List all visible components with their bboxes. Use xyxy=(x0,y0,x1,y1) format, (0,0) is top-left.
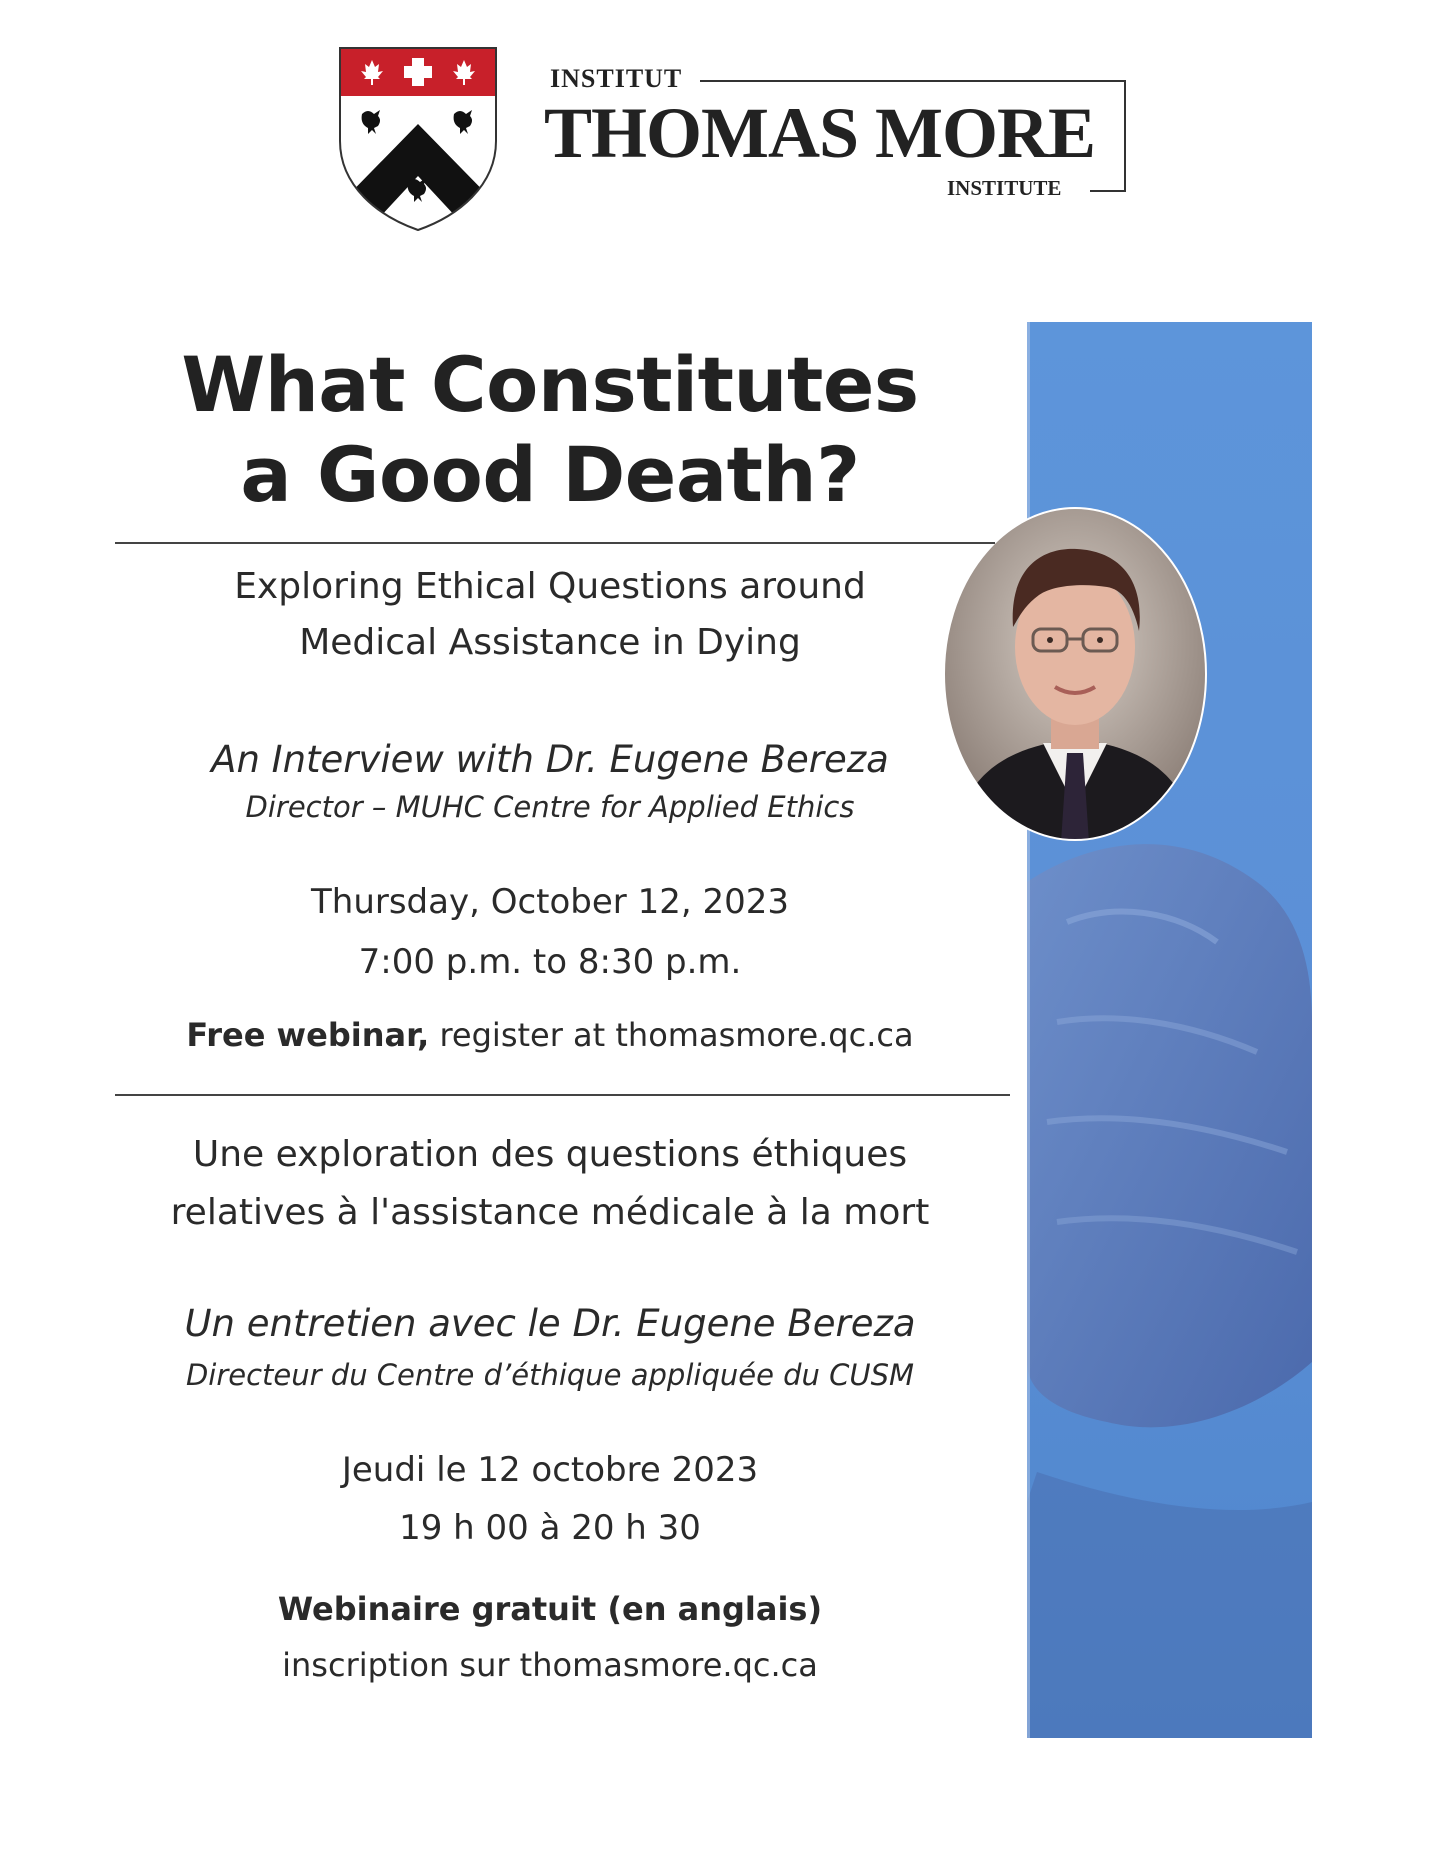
logo-frame-line xyxy=(1124,80,1126,191)
french-registration-bold-text: Webinaire gratuit (en anglais) xyxy=(277,1590,823,1628)
event-title-line2: a Good Death? xyxy=(240,430,860,519)
logo-top-line: INSTITUT xyxy=(550,64,683,93)
english-registration-link-text[interactable]: register at thomasmore.qc.ca xyxy=(429,1016,914,1054)
divider xyxy=(115,542,995,544)
english-registration xyxy=(100,1016,1000,1054)
english-speaker-role: Director – MUHC Centre for Applied Ethics xyxy=(245,790,855,824)
english-date: Thursday, October 12, 2023 xyxy=(311,882,789,922)
french-subtitle-line2: relatives à l'assistance médicale à la mort xyxy=(170,1192,930,1233)
logo-name: THOMAS MORE xyxy=(544,93,1096,173)
french-registration-bold xyxy=(100,1590,1000,1628)
french-registration-text[interactable]: inscription sur thomasmore.qc.ca xyxy=(282,1646,818,1684)
french-subtitle-line1: Une exploration des questions éthiques xyxy=(192,1134,908,1175)
french-interview: Un entretien avec le Dr. Eugene Bereza xyxy=(184,1302,916,1345)
logo-frame-line xyxy=(1090,190,1126,192)
logo-frame-line xyxy=(700,80,1126,82)
divider xyxy=(115,1094,1010,1096)
english-subtitle-line2: Medical Assistance in Dying xyxy=(299,622,801,663)
french-speaker-role: Directeur du Centre d’éthique appliquée du CUSM xyxy=(185,1358,915,1392)
english-time: 7:00 p.m. to 8:30 p.m. xyxy=(358,942,742,982)
english-registration-bold: Free webinar, xyxy=(186,1016,430,1054)
french-time: 19 h 00 à 20 h 30 xyxy=(399,1508,701,1548)
institute-shield-logo xyxy=(338,46,498,232)
english-interview: An Interview with Dr. Eugene Bereza xyxy=(211,738,889,781)
logo-bottom-line: INSTITUTE xyxy=(947,176,1062,200)
event-title-line1: What Constitutes xyxy=(181,340,919,429)
english-subtitle-line1: Exploring Ethical Questions around xyxy=(234,566,866,607)
french-date: Jeudi le 12 octobre 2023 xyxy=(341,1450,759,1490)
